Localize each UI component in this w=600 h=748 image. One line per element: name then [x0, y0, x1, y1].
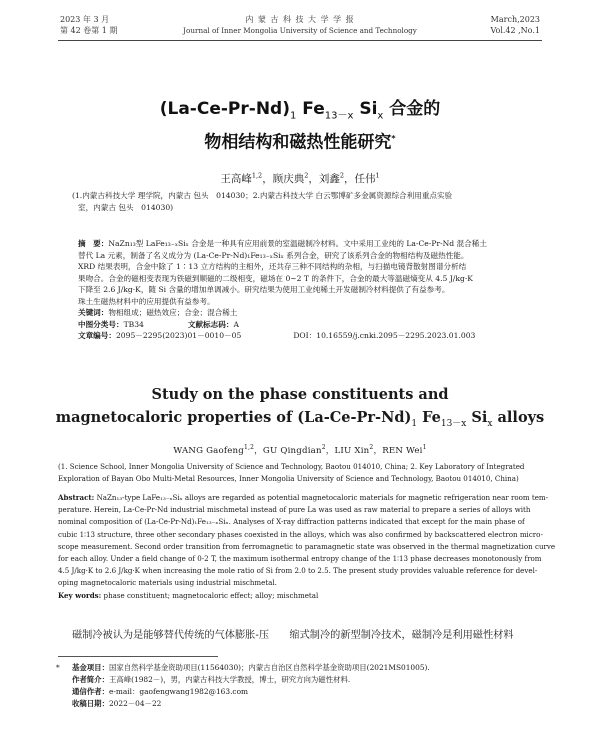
- en-title-sub1: 1: [411, 418, 418, 429]
- cn-author-3: ，刘鑫: [308, 173, 340, 185]
- en-author-2-sup: 2: [321, 444, 326, 452]
- cn-title-si: Si: [353, 99, 378, 119]
- en-authors: [0, 444, 600, 456]
- cn-doi: 10.16559/j.cnki.2095－2295.2023.01.003: [316, 331, 476, 340]
- footnote-contact-label: 通信作者：: [72, 687, 109, 696]
- en-title-suffix: alloys: [492, 409, 545, 426]
- cn-clc: TB34: [123, 319, 144, 329]
- footnote-fund-text: 国家自然科学基金资助项目(11564030)；内蒙古自治区自然科学基金资助项目(2021MS01005).: [108, 663, 430, 672]
- en-abstract-line: perature. Herein, La-Ce-Pr-Nd industrial mischmetal instead of pure La was used as raw material to prepare a series of alloys with: [58, 505, 531, 515]
- header-date-cn: 2023 年 3 月: [60, 15, 110, 24]
- cn-author-4: ，任伟: [343, 173, 376, 185]
- en-affiliation-line2: Exploration of Bayan Obo Multi-Metal Resources, Inner Mongolia University of Science and Technology, Baotou 014010, China): [58, 474, 519, 484]
- footnote-contact: [72, 686, 542, 698]
- en-abstract-line: cubic 1∶13 structure, three other secondary phases coexisted in the alloys, which was also confirmed by backscattered electron micro-: [58, 529, 543, 539]
- en-abstract-line: oping magnetocaloric materials using industrial mischmetal.: [58, 578, 277, 588]
- cn-author-3-sup: 2: [339, 171, 344, 180]
- body-first-line: 磁制冷被认为是能够替代传统的气体膨胀-压 缩式制冷的新型制冷技术，磁制冷是利用磁性材料: [72, 630, 514, 641]
- en-title-line2: [0, 407, 600, 435]
- cn-author-1-sup: 1,2: [251, 171, 263, 180]
- en-abstract-line: [58, 492, 548, 504]
- en-title-si: Si: [466, 409, 488, 426]
- cn-authors: [0, 171, 600, 186]
- cn-keywords-text: 物相组成；磁热效应；合金；混合稀土: [108, 308, 238, 317]
- header-journal-en: Journal of Inner Mongolia University of Science and Technology: [183, 26, 417, 35]
- cn-title-sub1: 1: [290, 110, 297, 122]
- cn-abstract-line: 下降至 2.6 J/kg·K，随 Si 含量的增加单调减小。研究结果为使用工业纯稀土开发磁制冷材料提供了有益参考。: [78, 285, 450, 294]
- cn-abstract-text-0: NaZn₁₃型 LaFe₁₃₋ₓSiₓ 合金是一种具有应用前景的室温磁制冷材料。文中采用工业纯的 La-Ce-Pr-Nd 混合稀土: [108, 239, 487, 248]
- cn-title-suffix: 合金的: [383, 99, 441, 119]
- en-abstract-text-0: NaZn₁₃-type LaFe₁₃₋ₓSiₓ alloys are regarded as potential magnetocaloric materials for magnetic refrigeration near room tem-: [96, 493, 549, 502]
- en-abstract-label: Abstract:: [58, 493, 95, 502]
- footnotes: [56, 662, 542, 710]
- cn-abstract-label: 摘 要：: [78, 239, 109, 248]
- cn-title-sub3: x: [377, 110, 384, 122]
- en-title-sub3: x: [487, 418, 493, 429]
- cn-title-star: *: [391, 134, 396, 143]
- cn-affiliation-line1: (1.内蒙古科技大学 理学院，内蒙古 包头 014030；2.内蒙古科技大学 白云鄂博矿多金属资源综合利用重点实验: [72, 191, 453, 200]
- en-abstract-line: nominal composition of (La-Ce-Pr-Nd)₁Fe₁₃₋ₓSiₓ. Analyses of X-ray diffraction patterns indicated that except for the main phase of: [58, 517, 525, 527]
- en-keywords-text: phase constituent; magnetocaloric effect; alloy; mischmetal: [103, 590, 319, 600]
- header-journal-cn: 内 蒙 古 科 技 大 学 学 报: [245, 15, 355, 24]
- cn-doi-label: DOI：: [293, 331, 317, 340]
- cn-title-text2: 物相结构和磁热性能研究: [204, 132, 392, 153]
- en-title-prefix: magnetocaloric properties of (La-Ce-Pr-Nd): [55, 409, 412, 426]
- cn-author-2-sup: 2: [304, 171, 309, 180]
- en-author-4-sup: 1: [422, 444, 427, 452]
- footnote-author: [72, 674, 542, 686]
- en-author-1: WANG Gaofeng: [173, 446, 244, 456]
- footnote-fund: [56, 662, 542, 674]
- footnote-received-text: 2022－04－22: [108, 699, 162, 708]
- footnote-contact-text: e-mail：gaofengwang1982@163.com: [108, 687, 249, 696]
- en-keywords: [58, 590, 548, 602]
- footnote-marker: *: [56, 663, 60, 672]
- cn-affiliation-line2: 室，内蒙古 包头 014030): [78, 202, 174, 212]
- en-keywords-label: Key words:: [58, 590, 102, 600]
- en-abstract: [58, 492, 556, 602]
- cn-abstract-line: 果吻合。合金的磁相变表现为铁磁到顺磁的二级相变，磁场在 0~2 T 的条件下，合金的最大等温磁熵变从 4.5 J/kg·K: [78, 273, 473, 283]
- en-author-3: ，LIU Xin: [325, 446, 370, 456]
- en-author-1-sup: 1,2: [243, 444, 255, 452]
- header-volume-cn: 第 42 卷第 1 期: [60, 26, 118, 35]
- footnote-rule: [58, 656, 218, 657]
- cn-author-4-sup: 1: [375, 171, 380, 180]
- en-author-4: ，REN Wei: [373, 446, 423, 456]
- cn-title-line2: [0, 128, 600, 154]
- footnote-received: [72, 698, 542, 710]
- cn-author-2: ，顾庆典: [262, 173, 305, 185]
- cn-doc-code: A: [233, 319, 239, 329]
- cn-abstract-line: XRD 结果表明，合金中除了 1∶13 立方结构的主相外，还共存三种不同结构的杂相，与扫描电镜背散射图谱分析结: [78, 262, 467, 271]
- cn-abstract-line: 珠土生磁热材料中的应用提供有益参考。: [78, 296, 215, 306]
- cn-article-info: [78, 330, 526, 342]
- en-abstract-line: for each alloy. Under a field change of 0-2 T, the maximum isothermal entropy change of the 1∶13 phase decreases monotonously from: [58, 554, 542, 564]
- cn-abstract: [78, 238, 526, 342]
- header-date-en: March,2023: [490, 15, 540, 24]
- cn-affiliation: [72, 190, 532, 213]
- en-author-2: ，GU Qingdian: [254, 446, 322, 456]
- footnote-author-text: 王高峰(1982－)，男，内蒙古科技大学教授，博士，研究方向为磁性材料.: [108, 675, 351, 684]
- en-title-sub2: 13－x: [440, 418, 467, 429]
- cn-title-fe: Fe: [296, 99, 325, 119]
- footnote-received-label: 收稿日期：: [72, 699, 109, 708]
- cn-title-line1: [0, 98, 600, 127]
- cn-article-no-label: 文章编号：: [78, 331, 116, 340]
- cn-clc-label: 中图分类号：: [78, 319, 124, 329]
- cn-title-sub2: 13－x: [324, 110, 354, 122]
- en-author-3-sup: 2: [369, 444, 374, 452]
- en-title-fe: Fe: [417, 409, 441, 426]
- header-rule: [58, 40, 542, 41]
- cn-article-no: 2095－2295(2023)01－0010－05: [115, 331, 242, 340]
- cn-abstract-line: 替代 La 元素，制备了名义成分为 (La-Ce-Pr-Nd)₁Fe₁₃₋ₓSiₓ 系列合金，研究了该系列合金的物相结构及磁热性能。: [78, 250, 469, 260]
- cn-classification: [78, 319, 526, 331]
- cn-doc-code-label: 文献标志码：: [187, 319, 234, 329]
- cn-title-formula: (La-Ce-Pr-Nd): [159, 99, 290, 119]
- cn-keywords-label: 关键词：: [78, 308, 109, 317]
- cn-keywords: [78, 307, 526, 319]
- en-affiliation-line1: (1. Science School, Inner Mongolia University of Science and Technology, Baotou 014010, China; 2. Key Laboratory of Integrated: [58, 462, 525, 471]
- en-title-line1: Study on the phase constituents and: [151, 386, 449, 403]
- en-affiliation: [58, 461, 548, 485]
- header-right: [490, 14, 540, 36]
- en-abstract-line: scope measurement. Second order transition from ferromagnetic to paramagnetic state was observed in the thermal magnetization curve: [58, 541, 556, 551]
- footnote-author-label: 作者简介：: [72, 675, 109, 684]
- cn-author-1: 王高峰: [220, 173, 252, 185]
- cn-abstract-line: [78, 238, 526, 250]
- header-volume-en: Vol.42 ,No.1: [490, 26, 540, 35]
- footnote-fund-label: 基金项目：: [72, 663, 109, 672]
- en-abstract-line: 4.5 J/kg·K to 2.6 J/kg·K when increasing the mole ratio of Si from 2.0 to 2.5. The present study provides valuable reference for devel-: [58, 566, 538, 576]
